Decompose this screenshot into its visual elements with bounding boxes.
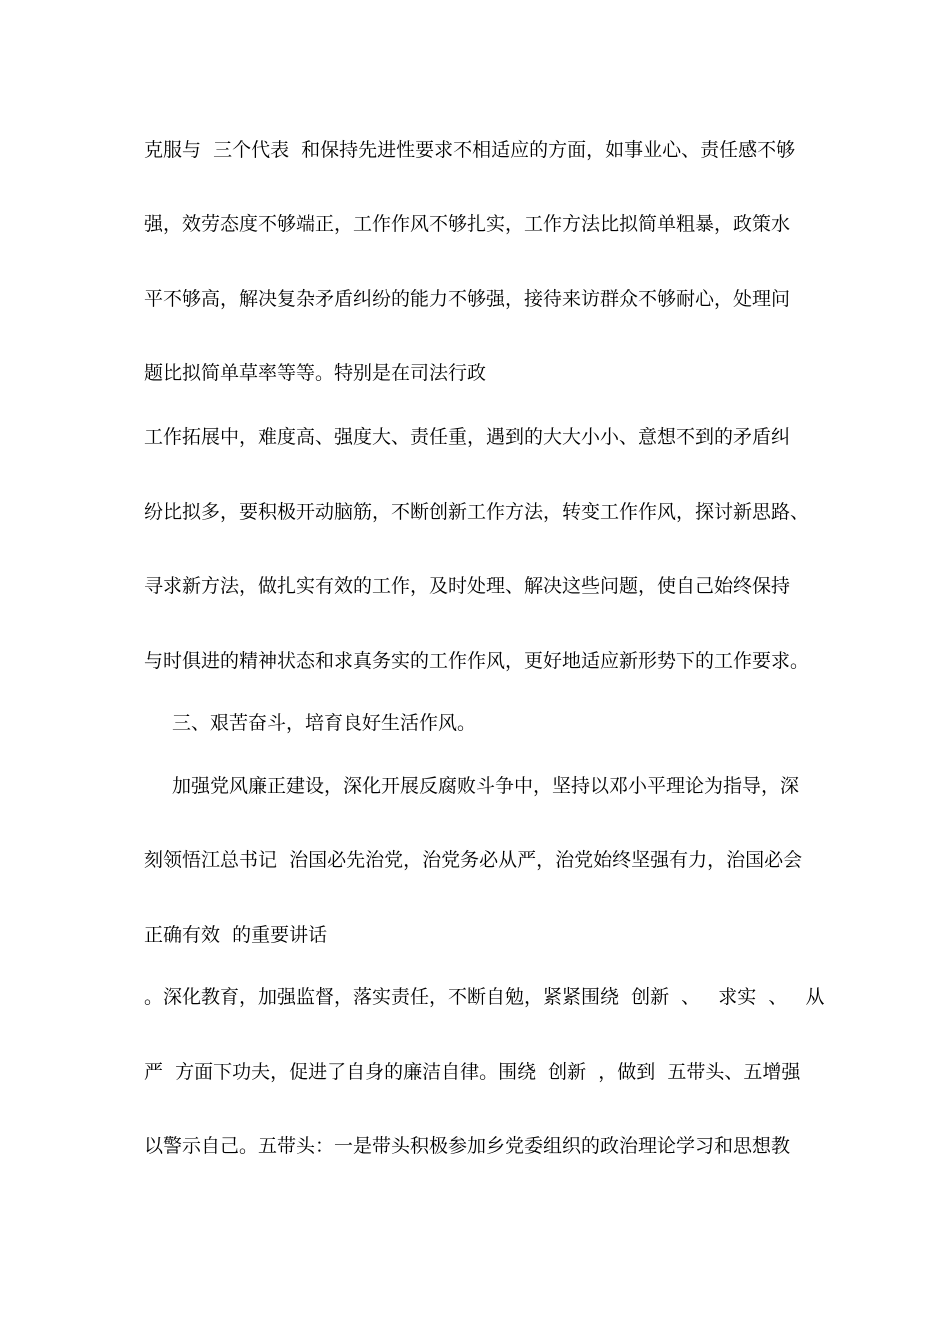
text-line-2: 强，效劳态度不够端正，工作作风不够扎实，工作方法比拟简单粗暴，政策水 xyxy=(144,213,791,235)
text-line-14: 严 方面下功夫，促进了自身的廉洁自律。围绕 创新 ，做到 五带头、五增强 xyxy=(144,1061,801,1083)
text-line-11: 刻领悟江总书记 治国必先治党，治党务必从严，治党始终坚强有力，治国必会 xyxy=(144,849,803,871)
text-line-5: 工作拓展中，难度高、强度大、责任重，遇到的大大小小、意想不到的矛盾纠 xyxy=(144,426,791,448)
text-line-4: 题比拟简单草率等等。特别是在司法行政 xyxy=(144,362,487,384)
text-line-1: 克服与 三个代表 和保持先进性要求不相适应的方面，如事业心、责任感不够 xyxy=(144,139,796,161)
text-line-12: 正确有效 的重要讲话 xyxy=(144,924,328,946)
text-line-8: 与时俱进的精神状态和求真务实的工作作风，更好地适应新形势下的工作要求。 xyxy=(144,650,810,672)
text-line-7: 寻求新方法，做扎实有效的工作，及时处理、解决这些问题，使自己始终保持 xyxy=(144,575,791,597)
text-line-6: 纷比拟多，要积极开动脑筋，不断创新工作方法，转变工作作风，探讨新思路、 xyxy=(144,501,810,523)
section-heading: 三、艰苦奋斗，培育良好生活作风。 xyxy=(172,712,477,734)
text-line-3: 平不够高，解决复杂矛盾纠纷的能力不够强，接待来访群众不够耐心，处理问 xyxy=(144,288,791,310)
text-line-15: 以警示自己。五带头：一是带头积极参加乡党委组织的政治理论学习和思想教 xyxy=(144,1135,791,1157)
text-line-13: 。深化教育，加强监督，落实责任，不断自勉，紧紧围绕 创新 、 求实 、 从 xyxy=(144,986,825,1008)
text-line-10: 加强党风廉正建设，深化开展反腐败斗争中，坚持以邓小平理论为指导，深 xyxy=(172,775,800,797)
